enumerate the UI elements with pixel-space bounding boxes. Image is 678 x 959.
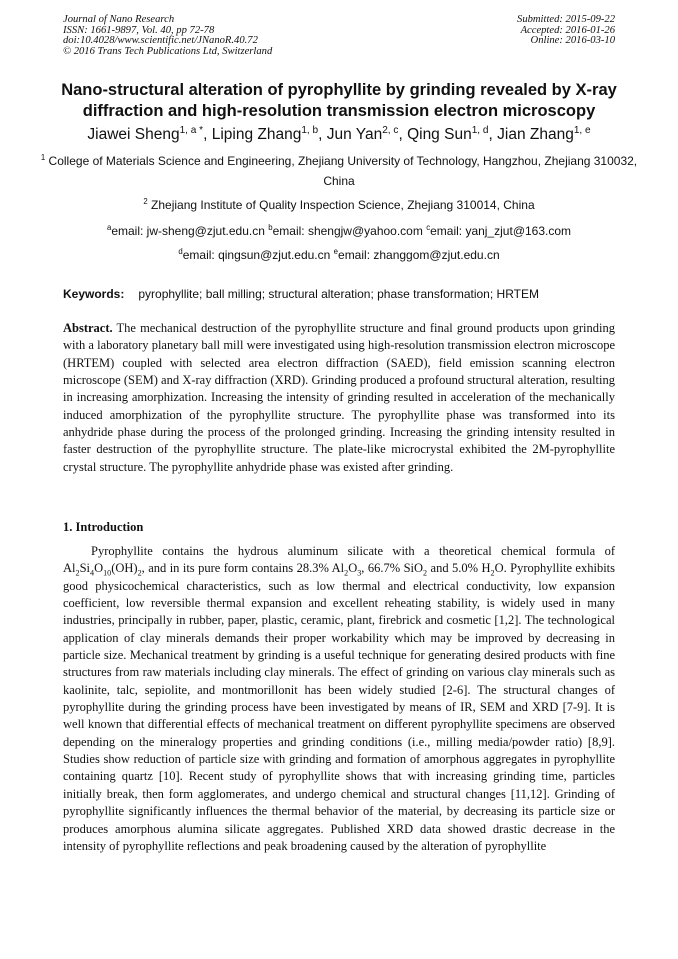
section-heading-introduction: 1. Introduction — [63, 520, 144, 534]
author-list: Jiawei Sheng$^{1, a *}$, Liping Zhang$^{1, b}$, Jun Yan$^{2, c}$, Qing Sun$^{1, d}$, Jian Zhang$^{1, e}$ — [87, 124, 591, 143]
email-sup: b — [268, 223, 273, 232]
email-sup: c — [426, 223, 431, 232]
journal-issn: ISSN: 1661-9897, Vol. 40, pp 72-78 — [63, 24, 215, 36]
author-name: Jian Zhang — [497, 126, 574, 143]
online-date: Online: 2016-03-10 — [530, 35, 615, 46]
email-e[interactable]: email: zhanggom@zjut.edu.cn — [338, 248, 500, 262]
journal-header-right — [517, 15, 615, 47]
chemical-formula: $Al_2Si_4O_{10}(OH)_2$ — [63, 561, 142, 578]
paper-title: Nano-structural alteration of pyrophyllite by grinding revealed by X-ray diffraction and high-resolution transmission electron microscopy — [61, 81, 617, 120]
journal-copyright: © 2016 Trans Tech Publications Ltd, Switzerland — [63, 45, 273, 57]
intro-text-rest: . Pyrophyllite exhibits good physicochemical characteristics, such as low thermal and electrical conductivity, low expansion coefficient, low reversible thermal expansion and excellent reheating stability, is widely used in many industries, principally in rubber, paper, plastic, ceramic, plant, firebrick and cosmetic [1,2]. The technological application of clay minerals demands their proper workability which may be improved by decreasing in particle size. Mechanical treatment by grinding is a useful technique for generating desired products with fine structures from raw materials including clay minerals. The effect of grinding on various clay minerals such as kaolinite, talc, sepiolite, and montmorillonit has been widely studied [2-6]. The structural changes of pyrophyllite during the grinding process have been investigated by means of IR, SEM and XRD [7-9]. It is well known that differential effects of mechanical treatment on different pyrophyllite specimens are observed depending on the mineralogy properties and grinding conditions (i.e., milling media/powder ratio) [8,9]. Studies show reduction of particle size with grinding and formation of amorphous aggregates in pyrophyllite containing quartz [10]. Recent study of pyrophyllite shows that with increasing grinding time, particles initially break, then form agglomerates, and undergo chemical and structural changes [11,12]. Grinding of pyrophyllite significantly influences the thermal behavior of the material, by decreasing its particle size or produces amorphous alumina silicate aggregates. Published XRD data showed drastic decrease in the intensity of pyrophyllite reflections and peak broadening caused by the alteration of pyrophyllite — [63, 561, 616, 853]
email-line-2 — [40, 245, 638, 265]
author-sup: 1, d — [471, 124, 489, 136]
email-sup: e — [333, 247, 339, 256]
intro-text: , and in its pure form contains 28.3% — [141, 561, 329, 576]
affiliation-2 — [40, 195, 638, 215]
affiliation-1 — [40, 151, 638, 191]
email-c[interactable]: email: yanj_zjut@163.com — [430, 224, 572, 238]
abstract-label: Abstract. — [63, 321, 113, 335]
author-sup: 2, c — [382, 124, 399, 136]
email-b[interactable]: email: shengjw@yahoo.com — [272, 224, 423, 238]
journal-header-left — [63, 15, 272, 57]
author-name: Jiawei Sheng — [87, 126, 180, 143]
author-name: Jun Yan — [326, 126, 383, 143]
email-line-1 — [40, 221, 638, 241]
abstract-text: The mechanical destruction of the pyrophyllite structure and final ground products upon grinding with a laboratory planetary ball mill were investigated using high-resolution transmission electron microscope (HRTEM) coupled with selected area electron diffraction (SAED), field emission scanning electron microscope (SEM) and X-ray diffraction (XRD). Grinding produced a profound structural alteration, resulting in increasing amorphization. Increasing the intensity of grinding resulted in acceleration of the mechanically induced amorphization of the pyrophyllite structure. The pyrophyllite phase was transformed into its anhydride phase during the process of the prolonged grinding. Increasing the grinding intensity resulted in faster destruction of the pyrophyllite structure. The plate-like microcrystal exhibited the 2M-pyrophyllite crystal structure. The pyrophyllite anhydride phase was existed after grinding. — [63, 321, 615, 474]
author-sup: 1, b — [301, 124, 319, 136]
email-sup: a — [106, 223, 112, 232]
affiliation-num: 2 — [143, 197, 148, 206]
intro-text: and 5.0% — [430, 561, 479, 576]
accepted-date: Accepted: 2016-01-26 — [520, 24, 615, 36]
intro-text: , 66.7% — [361, 561, 401, 576]
abstract — [63, 320, 615, 476]
keywords — [63, 286, 623, 302]
intro-text-start: Pyrophyllite contains the hydrous aluminum silicate with a theoretical chemical formula of — [91, 544, 615, 558]
email-d[interactable]: email: qingsun@zjut.edu.cn — [182, 248, 331, 262]
email-sup: d — [178, 247, 183, 256]
affiliation-num: 1 — [40, 153, 46, 162]
author-name: Qing Sun — [407, 126, 472, 143]
journal-name: Journal of Nano Research — [63, 14, 175, 25]
introduction-paragraph — [63, 543, 615, 855]
submitted-date: Submitted: 2015-09-22 — [517, 14, 615, 25]
formula-al2o3: $Al_2O_3$ — [331, 561, 362, 578]
affiliation-text: Zhejiang Institute of Quality Inspection Science, Zhejiang 310014, China — [151, 198, 535, 212]
affiliation-text: College of Materials Science and Engineering, Zhejiang University of Technology, Hangzhou, Zhejiang 310032, China — [48, 154, 638, 188]
journal-doi[interactable]: doi:10.4028/www.scientific.net/JNanoR.40.72 — [63, 35, 258, 46]
formula-sio2: SiO$_2$ — [403, 561, 428, 578]
author-name: Liping Zhang — [211, 126, 302, 143]
keywords-text: pyrophyllite; ball milling; structural alteration; phase transformation; HRTEM — [138, 287, 539, 301]
formula-h2o: $H_2O$ — [481, 561, 504, 578]
author-sup: 1, a * — [179, 124, 204, 136]
keywords-label: Keywords: — [63, 287, 125, 301]
email-a[interactable]: email: jw-sheng@zjut.edu.cn — [111, 224, 265, 238]
author-sup: 1, e — [573, 124, 591, 136]
